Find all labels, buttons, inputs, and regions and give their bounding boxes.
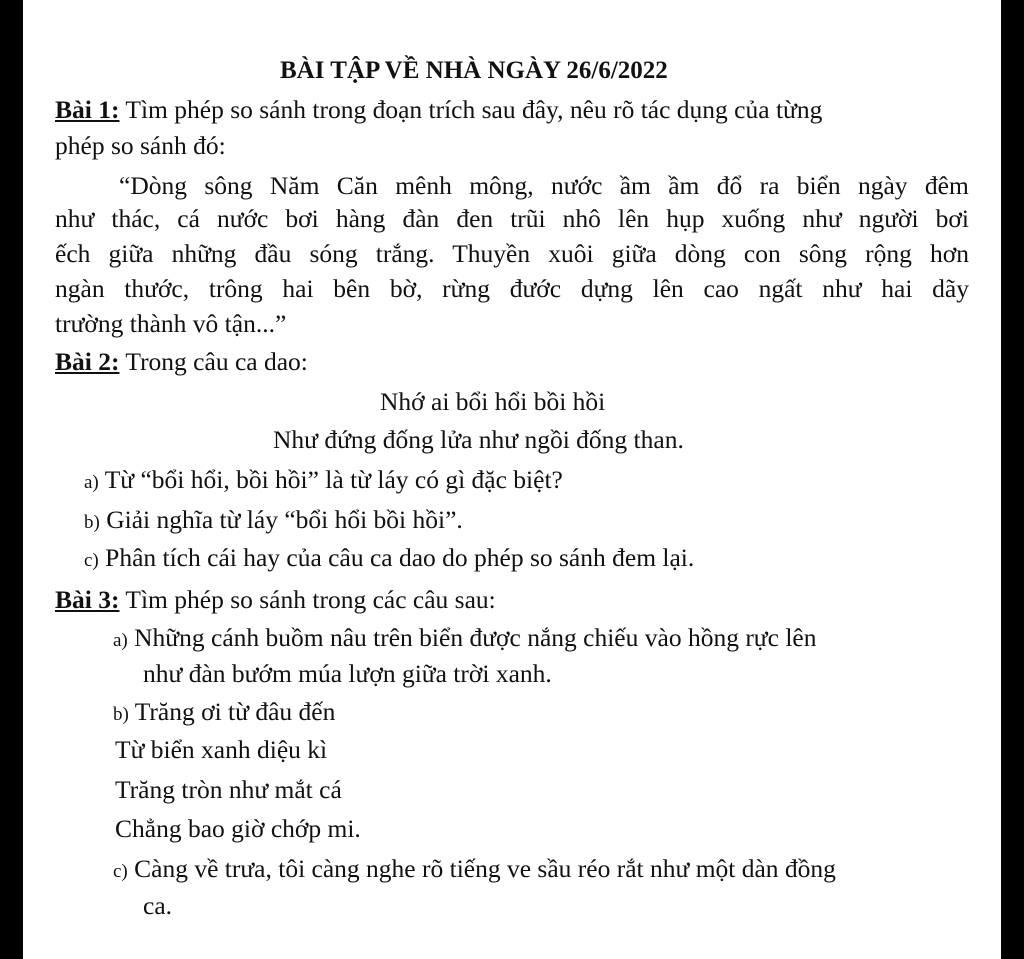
document-title: BÀI TẬP VỀ NHÀ NGÀY 26/6/2022 <box>280 57 668 84</box>
bai3-item-a <box>113 622 816 657</box>
item-marker: a) <box>84 472 99 493</box>
bai1-label: Bài 1: <box>55 95 120 124</box>
bai3-item-b <box>113 696 335 731</box>
bai1-passage-line: trường thành vô tận...” <box>55 309 287 338</box>
bai1-question-line1: Tìm phép so sánh trong đoạn trích sau đây, nêu rõ tác dụng của từng <box>125 95 823 124</box>
bai3-heading <box>55 584 496 616</box>
item-text: Càng về trưa, tôi càng nghe rõ tiếng ve sầu réo rắt như một dàn đồng <box>134 854 836 883</box>
bai2-item-c <box>84 542 694 577</box>
bai1-heading <box>55 94 822 126</box>
bai3-label: Bài 3: <box>55 585 120 614</box>
bai2-heading <box>55 346 308 378</box>
bai1-passage-line: ngàn thước, trông hai bên bờ, rừng đước dựng lên cao ngất như hai dãy <box>55 274 969 303</box>
verse-line: Như đứng đống lửa như ngồi đống than. <box>273 425 684 454</box>
bai1-passage-line: ếch giữa những đầu sóng trắng. Thuyền xuôi giữa dòng con sông rộng hơn <box>55 239 969 268</box>
item-marker: c) <box>84 550 99 571</box>
item-marker: c) <box>113 861 128 882</box>
item-text: Phân tích cái hay của câu ca dao do phép so sánh đem lại. <box>105 543 695 572</box>
bai3-question: Tìm phép so sánh trong các câu sau: <box>125 585 496 614</box>
poem-line: Trăng ơi từ đâu đến <box>134 697 336 726</box>
item-text: Giải nghĩa từ láy “bổi hổi bồi hồi”. <box>106 505 463 534</box>
bai1-question-line2: phép so sánh đó: <box>55 131 226 160</box>
item-text: Từ “bổi hổi, bồi hồi” là từ láy có gì đặc biệt? <box>104 465 563 494</box>
item-text: Những cánh buồm nâu trên biển được nắng chiếu vào hồng rực lên <box>134 623 817 652</box>
item-marker: b) <box>84 512 100 533</box>
bai2-item-a <box>84 464 563 499</box>
bai2-label: Bài 2: <box>55 347 120 376</box>
item-marker: b) <box>113 704 129 725</box>
bai3-item-c-cont: ca. <box>143 891 173 920</box>
bai3-item-a-cont: như đàn bướm múa lượn giữa trời xanh. <box>143 659 552 688</box>
bai2-question: Trong câu ca dao: <box>125 347 308 376</box>
verse-line: Nhớ ai bổi hổi bồi hồi <box>380 387 606 416</box>
poem-line: Chẳng bao giờ chớp mi. <box>115 814 361 843</box>
item-marker: a) <box>113 630 128 651</box>
bai1-passage-line: “Dòng sông Năm Căn mênh mông, nước ầm ầm đổ ra biển ngày đêm <box>119 171 969 200</box>
bai3-item-c <box>113 853 836 888</box>
poem-line: Trăng tròn như mắt cá <box>115 775 342 804</box>
poem-line: Từ biển xanh diệu kì <box>115 735 328 764</box>
bai1-passage-line: như thác, cá nước bơi hàng đàn đen trũi nhô lên hụp xuống như người bơi <box>55 204 969 233</box>
bai2-item-b <box>84 504 463 539</box>
